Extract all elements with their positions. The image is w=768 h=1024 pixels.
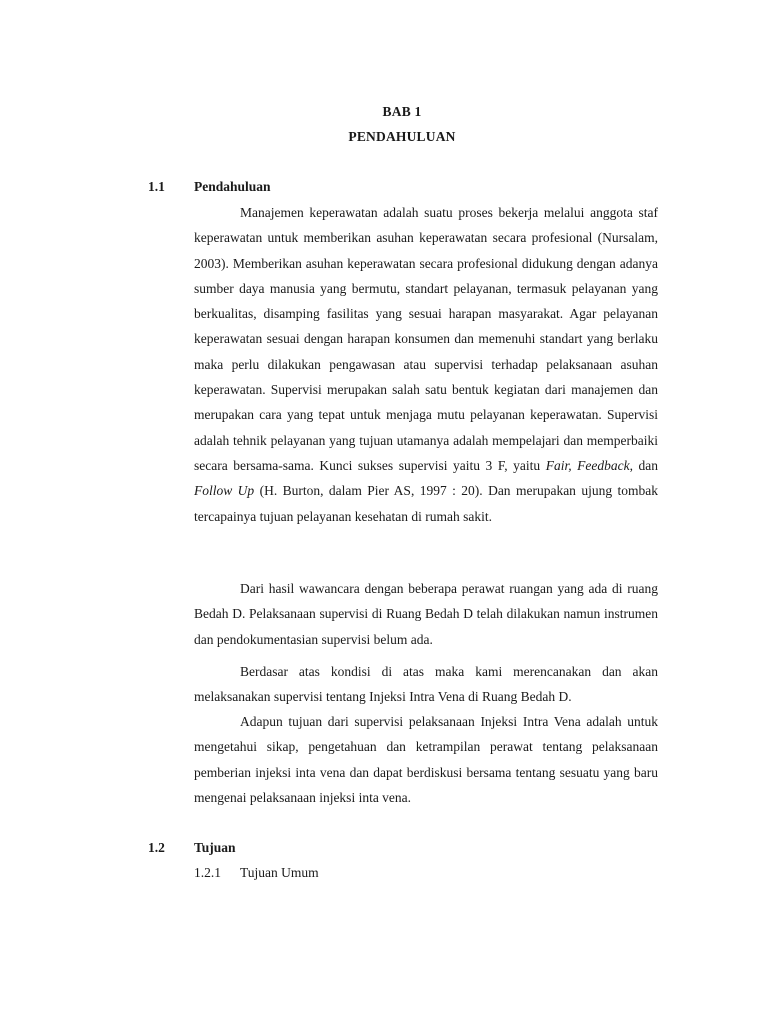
section-number: 1.2 bbox=[148, 840, 165, 855]
paragraph-1-text-b: , dan bbox=[629, 457, 659, 473]
paragraph-3-text: Berdasar atas kondisi di atas maka kami merencanakan dan akan melaksanakan supervisi tentang Injeksi Intra Vena di Ruang Bedah D. bbox=[194, 664, 658, 705]
paragraph-2 bbox=[194, 576, 658, 652]
section-title: Pendahuluan bbox=[194, 179, 271, 194]
paragraph-2-text: Dari hasil wawancara dengan beberapa perawat ruangan yang ada di ruang Bedah D. Pelaksanaan supervisi di Ruang Bedah D telah dilakukan namun instrumen dan pendokumentasian supervisi belum ada. bbox=[194, 581, 658, 647]
section-number: 1.1 bbox=[148, 179, 165, 194]
paragraph-4-text: Adapun tujuan dari supervisi pelaksanaan Injeksi Intra Vena adalah untuk mengetahui sikap, pengetahuan dan ketrampilan perawat tentang pelaksanaan pemberian injeksi inta vena dan dapat berdiskusi bersama tentang sesuatu yang baru mengenai pelaksanaan injeksi inta vena. bbox=[194, 714, 658, 805]
subsection-title: Tujuan Umum bbox=[240, 865, 319, 880]
section-heading-1-1 bbox=[148, 179, 271, 195]
paragraph-3 bbox=[194, 659, 658, 710]
chapter-number: BAB 1 bbox=[382, 104, 422, 119]
paragraph-1 bbox=[194, 200, 658, 529]
paragraph-4 bbox=[194, 709, 658, 810]
paragraph-1-italic-1: Fair, Feedback bbox=[545, 457, 630, 473]
paragraph-1-italic-2: Follow Up bbox=[194, 483, 255, 499]
section-title: Tujuan bbox=[194, 840, 236, 855]
subsection-heading-1-2-1 bbox=[194, 865, 319, 881]
paragraph-1-text-c: (H. Burton, dalam Pier AS, 1997 : 20). Dan merupakan ujung tombak tercapainya tujuan pelayanan kesehatan di rumah sakit. bbox=[194, 483, 658, 524]
chapter-title: PENDAHULUAN bbox=[348, 129, 456, 144]
paragraph-1-text-a: Manajemen keperawatan adalah suatu proses bekerja melalui anggota staf keperawatan untuk memberikan asuhan keperawatan secara profesional (Nursalam, 2003). Memberikan asuhan keperawatan secara profesional didukung dengan adanya sumber daya manusia yang bermutu, standart pelayanan, termasuk pelayanan yang berkualitas, disamping fasilitas yang sesuai harapan masyarakat. Agar pelayanan keperawatan sesuai dengan harapan konsumen dan memenuhi standart yang berlaku maka perlu dilakukan pengawasan atau supervisi terhadap pelaksanaan asuhan keperawatan. Supervisi merupakan salah satu bentuk kegiatan dari manajemen dan merupakan cara yang tepat untuk menjaga mutu pelayanan keperawatan. Supervisi adalah tehnik pelayanan yang tujuan utamanya adalah mempelajari dan memperbaiki secara bersama-sama. Kunci sukses supervisi yaitu 3 F, yaitu bbox=[194, 205, 658, 473]
section-heading-1-2 bbox=[148, 840, 236, 856]
subsection-number: 1.2.1 bbox=[194, 865, 221, 880]
